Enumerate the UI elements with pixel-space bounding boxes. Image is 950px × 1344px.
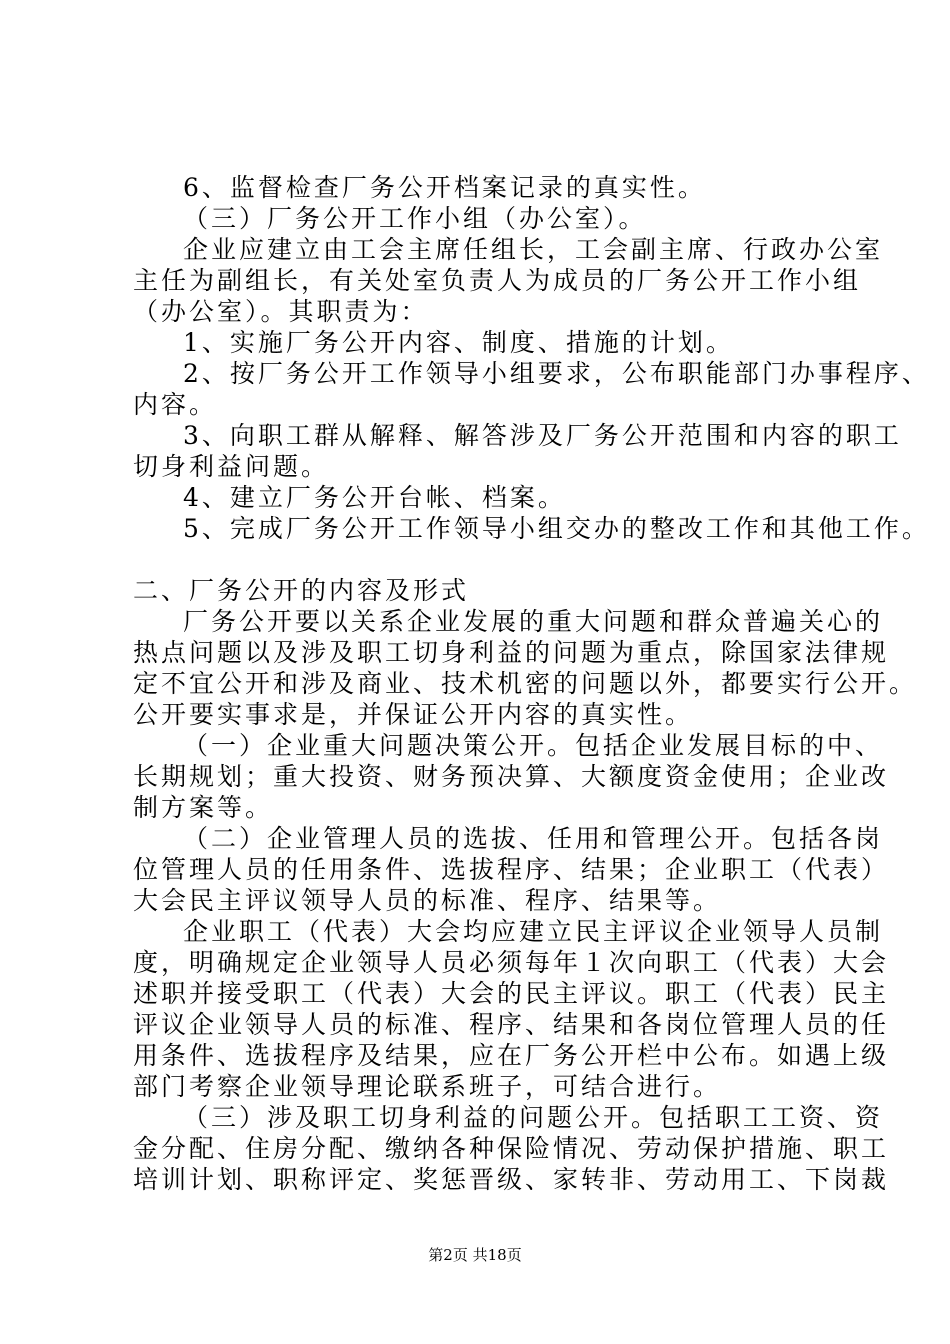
paragraph-line: 二、厂务公开的内容及形式 (133, 576, 470, 605)
paragraph-line: 热点问题以及涉及职工切身利益的问题为重点，除国家法律规 (133, 638, 890, 667)
paragraph-line: 度，明确规定企业领导人员必须每年１次向职工（代表）大会 (133, 948, 890, 977)
paragraph-line: （三）涉及职工切身利益的问题公开。包括职工工资、资 (183, 1103, 884, 1132)
paragraph-line: 4、建立厂务公开台帐、档案。 (183, 483, 566, 512)
paragraph-line: 定不宜公开和涉及商业、技术机密的问题以外，都要实行公开。 (133, 669, 918, 698)
paragraph-line: 内容。 (133, 390, 218, 419)
paragraph-line: 培训计划、职称评定、奖惩晋级、家转非、劳动用工、下岗裁 (133, 1165, 890, 1194)
paragraph-line: 长期规划；重大投资、财务预决算、大额度资金使用；企业改 (133, 762, 890, 791)
paragraph-line: 3、向职工群从解释、解答涉及厂务公开范围和内容的职工 (183, 421, 902, 450)
paragraph-line: 6、监督检查厂务公开档案记录的真实性。 (183, 173, 706, 202)
blank-line (133, 544, 853, 575)
document-body (133, 172, 930, 1195)
paragraph-line: 企业职工（代表）大会均应建立民主评议企业领导人员制 (183, 917, 884, 946)
paragraph-line: 主任为副组长，有关处室负责人为成员的厂务公开工作小组 (133, 266, 862, 295)
paragraph-line: （办公室）。其职责为： (133, 297, 429, 326)
paragraph-line: 5、完成厂务公开工作领导小组交办的整改工作和其他工作。 (183, 514, 930, 543)
paragraph-line: 用条件、选拔程序及结果，应在厂务公开栏中公布。如遇上级 (133, 1041, 890, 1070)
paragraph-line: 制方案等。 (133, 793, 274, 822)
paragraph-line: 2、按厂务公开工作领导小组要求，公布职能部门办事程序、 (183, 359, 930, 388)
paragraph-line: 评议企业领导人员的标准、程序、结果和各岗位管理人员的任 (133, 1010, 890, 1039)
paragraph-line: 切身利益问题。 (133, 452, 330, 481)
paragraph-line: 大会民主评议领导人员的标准、程序、结果等。 (133, 886, 722, 915)
paragraph-line: 位管理人员的任用条件、选拔程序、结果；企业职工（代表） (133, 855, 890, 884)
paragraph-line: 企业应建立由工会主席任组长，工会副主席、行政办公室 (183, 235, 884, 264)
paragraph-line: （二）企业管理人员的选拔、任用和管理公开。包括各岗 (183, 824, 884, 853)
paragraph-line: 部门考察企业领导理论联系班子，可结合进行。 (133, 1072, 722, 1101)
paragraph-line: 厂务公开要以关系企业发展的重大问题和群众普遍关心的 (183, 607, 884, 636)
paragraph-line: （一）企业重大问题决策公开。包括企业发展目标的中、 (183, 731, 884, 760)
paragraph-line: 述职并接受职工（代表）大会的民主评议。职工（代表）民主 (133, 979, 890, 1008)
paragraph-line: 1、实施厂务公开内容、制度、措施的计划。 (183, 328, 734, 357)
page-footer: 第2页 共18页 (428, 1246, 522, 1264)
paragraph-line: 金分配、住房分配、缴纳各种保险情况、劳动保护措施、职工 (133, 1134, 890, 1163)
paragraph-line: （三）厂务公开工作小组（办公室）。 (183, 204, 647, 233)
paragraph-line: 公开要实事求是，并保证公开内容的真实性。 (133, 700, 694, 729)
